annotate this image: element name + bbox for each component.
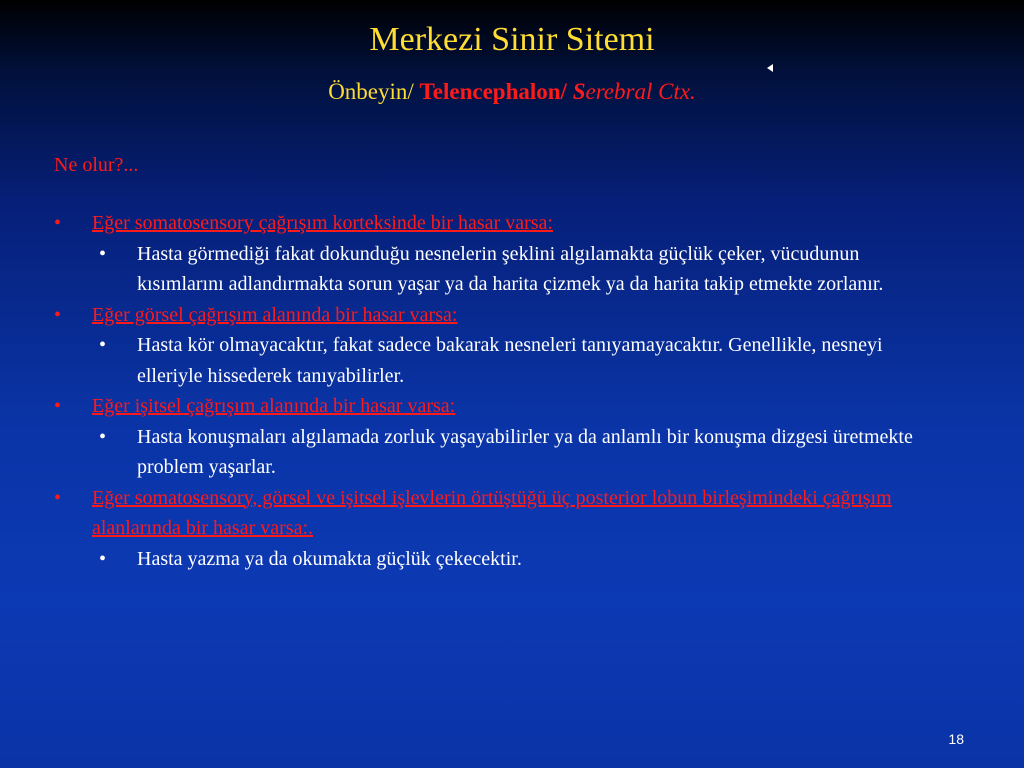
bullet-heading-text: Eğer görsel çağrışım alanında bir hasar varsa: xyxy=(92,303,458,326)
slide-title: Merkezi Sinir Sitemi xyxy=(369,21,655,58)
triangle-left-icon[interactable] xyxy=(767,64,773,72)
bullet-heading-text: Eğer somatosensory, görsel ve işitsel işlevlerin örtüştüğü üç posterior lobun birleşimindeki çağrışım alanlarında bir hasar varsa:. xyxy=(92,486,892,539)
bullet-heading[interactable] xyxy=(54,391,934,422)
sub-bullet xyxy=(54,239,934,300)
bullet-marker: • xyxy=(54,395,62,417)
sub-bullet-text: Hasta kör olmayacaktır, fakat sadece bakarak nesneleri tanıyamayacaktır. Genellikle, nesneyi elleriyle hissederek tanıyabilirler. xyxy=(137,334,883,387)
subtitle-part-telencephalon: Telencephalon/ xyxy=(419,79,573,104)
sub-bullet-marker: • xyxy=(99,334,107,356)
bullet-heading-text: Eğer somatosensory çağrışım korteksinde bir hasar varsa: xyxy=(92,212,553,234)
bullet-heading[interactable] xyxy=(54,483,934,544)
slide-subtitle xyxy=(0,76,1024,108)
sub-bullet xyxy=(54,330,934,391)
intro-question: Ne olur?... xyxy=(54,154,139,176)
sub-bullet-text: Hasta konuşmaları algılamada zorluk yaşayabilirler ya da anlamlı bir konuşma dizgesi üretmekte problem yaşarlar. xyxy=(137,425,913,478)
bullet-list xyxy=(54,208,934,574)
bullet-heading[interactable] xyxy=(54,208,934,239)
sub-bullet-text: Hasta görmediği fakat dokunduğu nesnelerin şeklini algılamakta güçlük çeker, vücudunun kısımlarını adlandırmakta sorun yaşar ya da harita çizmek ya da harita takip etmekte zorlanır. xyxy=(137,242,884,295)
page-number: 18 xyxy=(948,731,964,747)
sub-bullet-marker: • xyxy=(99,242,107,265)
bullet-heading[interactable] xyxy=(54,300,934,331)
bullet-marker: • xyxy=(54,486,62,509)
bullet-marker: • xyxy=(54,212,62,234)
bullet-marker: • xyxy=(54,303,62,326)
sub-bullet xyxy=(54,422,934,483)
sub-bullet-text: Hasta yazma ya da okumakta güçlük çekecektir. xyxy=(137,547,522,570)
sub-bullet xyxy=(54,544,934,575)
subtitle-part-s: S xyxy=(572,79,586,104)
subtitle-part-serebral: erebral Ctx. xyxy=(585,79,696,104)
subtitle-part-onbeyin: Önbeyin/ xyxy=(328,79,420,104)
sub-bullet-marker: • xyxy=(99,425,107,448)
bullet-heading-text: Eğer işitsel çağrışım alanında bir hasar varsa: xyxy=(92,395,456,417)
sub-bullet-marker: • xyxy=(99,547,107,570)
